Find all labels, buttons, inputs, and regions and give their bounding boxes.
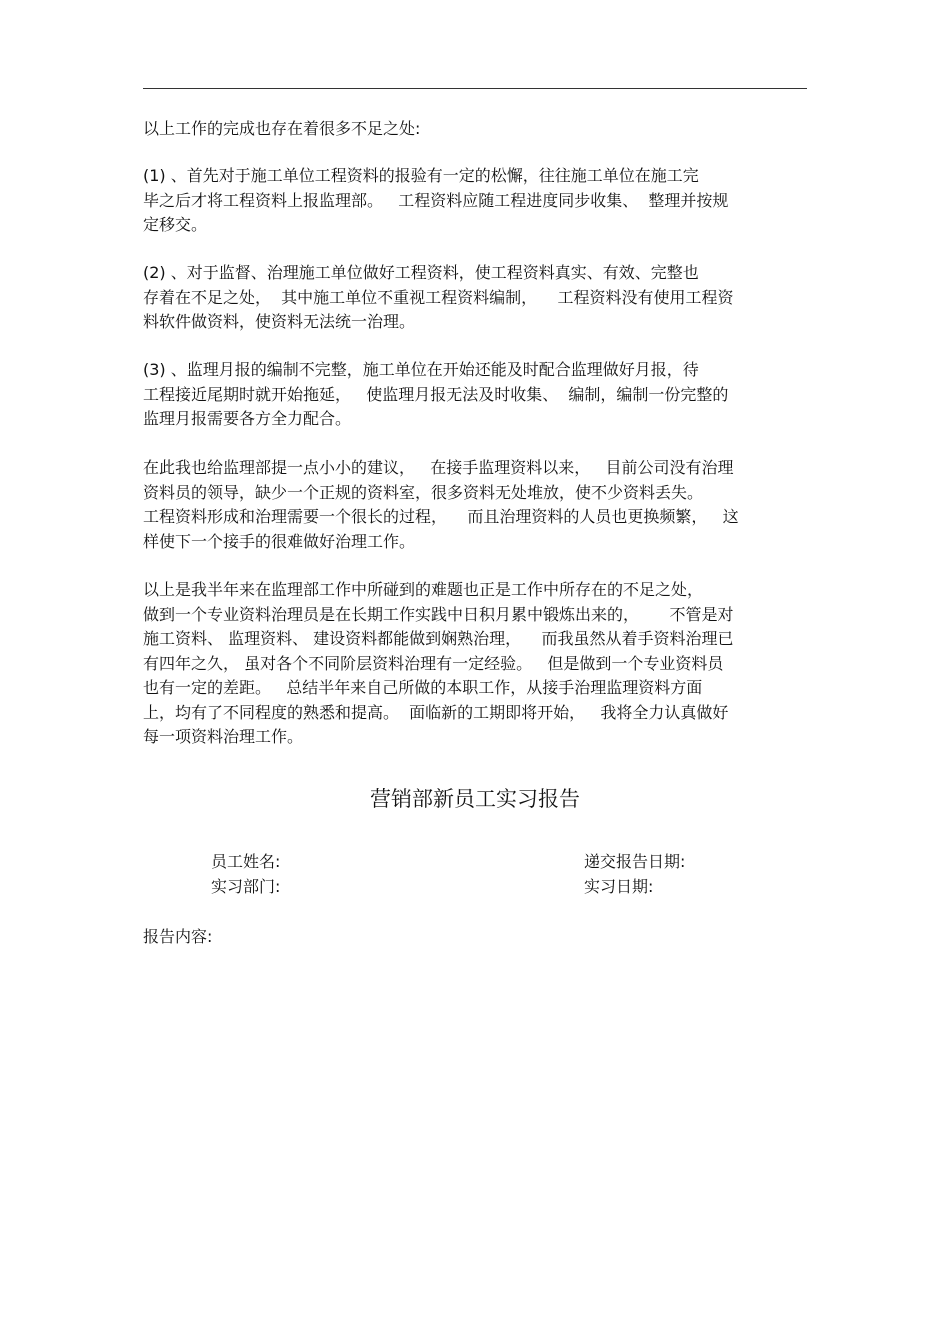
paragraph-1 [143, 164, 807, 238]
paragraph-2 [143, 261, 807, 335]
paragraph-line: 做到一个专业资料治理员是在长期工作实践中日积月累中锻炼出来的， 不管是对 [143, 604, 734, 624]
paragraph-line: 施工资料、 监理资料、 建设资料都能做到娴熟治理， 而我虽然从着手资料治理已 [143, 629, 734, 648]
internship-date-label: 实习日期: [584, 877, 654, 896]
report-content-label: 报告内容: [143, 927, 213, 946]
paragraph-line: (2) 、对于监督、治理施工单位做好工程资料，使工程资料真实、有效、完整也 [143, 263, 699, 282]
paragraph-line: 存着在不足之处， 其中施工单位不重视工程资料编制， 工程资料没有使用工程资 [143, 287, 734, 307]
paragraph-line: 在此我也给监理部提一点小小的建议， 在接手监理资料以来， 目前公司没有治理 [143, 458, 734, 477]
intro-line: 以上工作的完成也存在着很多不足之处: [143, 119, 421, 138]
paragraph-line: 工程资料形成和治理需要一个很长的过程， 而且治理资料的人员也更换频繁， 这 [143, 507, 739, 526]
paragraph-line: 也有一定的差距。 总结半年来自己所做的本职工作，从接手治理监理资料方面 [143, 678, 703, 697]
paragraph-line: 定移交。 [143, 215, 208, 234]
employee-name-label: 员工姓名: [211, 852, 281, 871]
paragraph-line: 毕之后才将工程资料上报监理部。 工程资料应随工程进度同步收集、 整理并按规 [143, 190, 729, 210]
paragraph-5 [143, 578, 807, 750]
paragraph-line: 工程接近尾期时就开始拖延， 使监理月报无法及时收集、 编制，编制一份完整的 [143, 384, 729, 404]
intro-text [143, 117, 807, 142]
paragraph-line: 资料员的领导，缺少一个正规的资料室，很多资料无处堆放，使不少资料丢失。 [143, 482, 704, 502]
header-rule [143, 88, 807, 89]
paragraph-3 [143, 358, 807, 432]
paragraph-line: (1) 、首先对于施工单位工程资料的报验有一定的松懈，往往施工单位在施工完 [143, 166, 699, 185]
paragraph-line: 每一项资料治理工作。 [143, 727, 304, 746]
department-label: 实习部门: [211, 877, 281, 896]
paragraph-line: 有四年之久， 虽对各个不同阶层资料治理有一定经验。 但是做到一个专业资料员 [143, 653, 724, 673]
paragraph-line: 料软件做资料，使资料无法统一治理。 [143, 312, 416, 331]
paragraph-line: 样使下一个接手的很难做好治理工作。 [143, 531, 416, 551]
paragraph-line: 监理月报需要各方全力配合。 [143, 409, 352, 428]
paragraph-line: 上，均有了不同程度的熟悉和提高。 面临新的工期即将开始， 我将全力认真做好 [143, 702, 729, 722]
report-title: 营销部新员工实习报告 [370, 787, 580, 811]
paragraph-line: (3) 、监理月报的编制不完整，施工单位在开始还能及时配合监理做好月报，待 [143, 360, 699, 379]
submit-date-label: 递交报告日期: [584, 852, 686, 871]
paragraph-4 [143, 456, 807, 554]
paragraph-line: 以上是我半年来在监理部工作中所碰到的难题也正是工作中所存在的不足之处， [143, 580, 704, 599]
